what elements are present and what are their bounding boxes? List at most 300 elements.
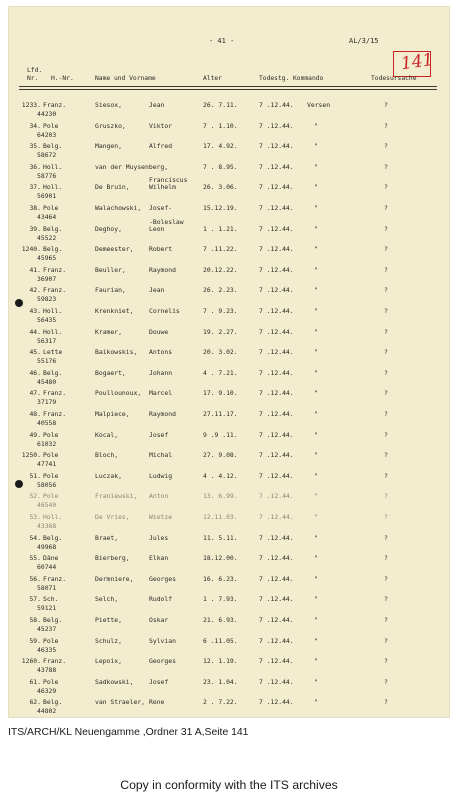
last-name: Lepoix, — [95, 657, 122, 666]
birth-date: 12. 1.19. — [203, 657, 238, 666]
prisoner-number: 45237 — [37, 625, 57, 633]
birth-date: 26. 2.23. — [203, 286, 238, 295]
death-cause: ? — [384, 142, 388, 151]
death-cause: ? — [384, 698, 388, 707]
kommando-ditto: " — [314, 698, 318, 707]
prisoner-number: 56435 — [37, 316, 57, 324]
kommando-ditto: " — [314, 368, 318, 377]
header-h-nr: H.-Nr. — [51, 75, 74, 82]
death-date: 7 .12.44. — [259, 698, 294, 707]
first-name: Jean — [149, 101, 165, 109]
death-cause: ? — [384, 574, 388, 583]
birth-date: 11. 5.11. — [203, 533, 238, 542]
record-row — [9, 204, 450, 226]
prisoner-number: 46540 — [37, 501, 57, 510]
nationality: Däne — [43, 554, 59, 563]
last-name: Dermniere, — [95, 574, 134, 583]
death-cause: ? — [384, 121, 388, 130]
kommando-ditto: " — [314, 492, 318, 501]
last-name: Krenkniet, — [95, 307, 134, 315]
birth-date: 20.12.22. — [203, 265, 238, 274]
row-number: 34. — [29, 121, 41, 130]
death-date: 7 .12.44. — [259, 183, 294, 192]
death-cause: ? — [384, 224, 388, 233]
row-number: 55. — [29, 554, 41, 563]
kommando-ditto: " — [314, 657, 318, 666]
first-name: Josef- — [149, 204, 173, 212]
punch-hole — [15, 480, 23, 488]
birth-date: 7 .11.22. — [203, 245, 238, 254]
record-row — [9, 678, 450, 700]
nationality: Sch. — [43, 595, 59, 604]
record-row — [9, 492, 450, 514]
prisoner-number: 45965 — [37, 254, 57, 263]
first-name: Rudolf — [149, 595, 173, 604]
record-row — [9, 176, 450, 205]
death-date: 7 .12.44. — [259, 410, 294, 418]
death-cause: ? — [384, 430, 388, 439]
death-cause: ? — [384, 245, 388, 254]
prisoner-number: 58056 — [37, 480, 57, 489]
record-row — [9, 698, 450, 718]
nationality: Belg. — [43, 616, 63, 624]
record-row — [9, 637, 450, 659]
header-nr: Nr. — [27, 75, 39, 82]
kommando-ditto: " — [314, 245, 318, 254]
death-date: 7 .12.44. — [259, 554, 294, 563]
kommando-ditto: " — [314, 410, 318, 418]
header-todesursache: Todesursache — [371, 75, 417, 82]
birth-date: 23. 1.04. — [203, 677, 238, 686]
birth-date: 4 . 7.21. — [203, 368, 238, 377]
nationality: Pole — [43, 451, 59, 460]
header-lfd: Lfd. — [27, 67, 43, 74]
death-cause: ? — [384, 451, 388, 460]
death-cause: ? — [384, 636, 388, 645]
birth-date: 26. 7.11. — [203, 101, 238, 109]
death-date: 7 .12.44. — [259, 657, 294, 666]
prisoner-number: 61032 — [37, 439, 57, 448]
row-number: 47. — [29, 389, 41, 398]
birth-date: 7 . 1.10. — [203, 121, 238, 130]
nationality: Holl. — [43, 327, 63, 336]
death-date: 7 .12.44. — [259, 204, 294, 212]
kommando-ditto: " — [314, 533, 318, 542]
death-date: 7 .12.44. — [259, 513, 294, 521]
birth-date: 17. 4.92. — [203, 142, 238, 151]
birth-date: 7 . 9.23. — [203, 307, 238, 315]
kommando-ditto: " — [314, 286, 318, 295]
row-number: 54. — [29, 533, 41, 542]
prisoner-number: 55176 — [37, 357, 57, 366]
death-date: 7 .12.44. — [259, 265, 294, 274]
row-number: 45. — [29, 348, 41, 357]
nationality: Pole — [43, 121, 59, 130]
last-name: van Straeler, — [95, 698, 146, 707]
death-date: 7 .12.44. — [259, 307, 294, 315]
row-number: 1260. — [21, 657, 41, 666]
nationality: Lette — [43, 348, 63, 357]
prisoner-number: 49968 — [37, 542, 57, 551]
last-name: Faurian, — [95, 286, 126, 295]
birth-date: 27.11.17. — [203, 410, 238, 418]
first-name: Robert — [149, 245, 173, 254]
first-name: Ludwig — [149, 471, 173, 480]
death-cause: ? — [384, 410, 388, 418]
prisoner-number: 43788 — [37, 666, 57, 675]
death-cause: ? — [384, 533, 388, 542]
death-date: 7 .12.44. — [259, 616, 294, 624]
nationality: Belg. — [43, 698, 63, 707]
record-row — [9, 348, 450, 370]
birth-date: 17. 9.10. — [203, 389, 238, 398]
record-row — [9, 389, 450, 411]
birth-date: 16. 6.23. — [203, 574, 238, 583]
first-name: Sylvian — [149, 636, 176, 645]
birth-date: 21. 6.93. — [203, 616, 238, 624]
last-name: Deghoy, — [95, 224, 122, 233]
death-date: 7 .12.44. — [259, 286, 294, 295]
kommando-ditto: " — [314, 554, 318, 563]
death-cause: ? — [384, 554, 388, 563]
row-number: 58. — [29, 616, 41, 624]
header-rule-bottom — [19, 89, 437, 90]
death-date: 7 .12.44. — [259, 574, 294, 583]
death-date: 7 .12.44. — [259, 636, 294, 645]
prisoner-number: 44230 — [37, 110, 57, 118]
nationality: Holl. — [43, 162, 63, 171]
row-number: 38. — [29, 204, 41, 212]
row-number: 61. — [29, 677, 41, 686]
death-date: 7 .12.44. — [259, 142, 294, 151]
death-date: 7 .12.44. — [259, 533, 294, 542]
last-name: Kocal, — [95, 430, 119, 439]
first-name: Leon — [149, 224, 165, 233]
record-row — [9, 575, 450, 597]
death-cause: ? — [384, 327, 388, 336]
death-cause: ? — [384, 492, 388, 501]
last-name: Piette, — [95, 616, 122, 624]
row-number: 52. — [29, 492, 41, 501]
row-number: 53. — [29, 513, 41, 521]
record-row — [9, 513, 450, 535]
last-name: Luczak, — [95, 471, 122, 480]
record-row — [9, 307, 450, 329]
record-row — [9, 328, 450, 350]
first-name: Rene — [149, 698, 165, 707]
header-name: Name und Vorname — [95, 75, 156, 82]
death-date: 7 .12.44. — [259, 451, 294, 460]
kommando: Versen — [307, 101, 331, 109]
row-number: 1240. — [21, 245, 41, 254]
nationality: Franz. — [43, 101, 67, 109]
record-row — [9, 431, 450, 453]
death-date: 7 .12.44. — [259, 121, 294, 130]
death-date: 7 .12.44. — [259, 677, 294, 686]
first-name: Oskar — [149, 616, 169, 624]
last-name: Braet, — [95, 533, 119, 542]
row-number: 35. — [29, 142, 41, 151]
birth-date: 4 . 4.12. — [203, 471, 238, 480]
first-name: Elkan — [149, 554, 169, 563]
kommando-ditto: " — [314, 595, 318, 604]
prisoner-number: 56901 — [37, 192, 57, 201]
last-name: Baikowskis, — [95, 348, 138, 357]
archive-source-caption: ITS/ARCH/KL Neuengamme ,Ordner 31 A,Seite 141 — [8, 727, 249, 738]
document-scan — [8, 6, 450, 718]
row-number: 41. — [29, 265, 41, 274]
conformity-caption: Copy in conformity with the ITS archives — [120, 778, 338, 792]
first-name: Michal — [149, 451, 173, 460]
row-number: 51. — [29, 471, 41, 480]
birth-date: 2 . 7.22. — [203, 698, 238, 707]
first-name-extra: -Boleslaw — [149, 217, 184, 226]
first-name: Raymond — [149, 265, 176, 274]
nationality: Holl. — [43, 307, 63, 315]
death-date: 7 .12.44. — [259, 348, 294, 357]
record-row — [9, 369, 450, 391]
record-row — [9, 122, 450, 144]
first-name: Georges — [149, 574, 176, 583]
death-cause: ? — [384, 471, 388, 480]
birth-date: 19. 2.27. — [203, 327, 238, 336]
first-name: Wietze — [149, 513, 173, 521]
prisoner-number: 58776 — [37, 171, 57, 180]
death-date: 7 .12.44. — [259, 224, 294, 233]
death-cause: ? — [384, 368, 388, 377]
row-number: 1250. — [21, 451, 41, 460]
punch-hole — [15, 299, 23, 307]
row-number: 43. — [29, 307, 41, 315]
last-name: Demeester, — [95, 245, 134, 254]
record-row — [9, 472, 450, 494]
first-name: Jean — [149, 286, 165, 295]
row-number: 37. — [29, 183, 41, 192]
last-name: van der Muysenberg, — [95, 162, 169, 171]
nationality: Belg. — [43, 142, 63, 151]
record-row — [9, 142, 450, 164]
kommando-ditto: " — [314, 121, 318, 130]
prisoner-number: 60744 — [37, 563, 57, 572]
kommando-ditto: " — [314, 677, 318, 686]
last-name: Schulz, — [95, 636, 122, 645]
row-number: 39. — [29, 224, 41, 233]
stamp-page-number: 141 — [399, 49, 435, 75]
kommando-ditto: " — [314, 327, 318, 336]
kommando-ditto: " — [314, 430, 318, 439]
record-row — [9, 163, 450, 185]
death-date: 7 .12.44. — [259, 471, 294, 480]
row-number: 56. — [29, 574, 41, 583]
row-number: 1233. — [21, 101, 41, 109]
header-rule-top — [19, 86, 437, 87]
first-name: Douwe — [149, 327, 169, 336]
kommando-ditto: " — [314, 574, 318, 583]
record-row — [9, 554, 450, 576]
first-name: Anton — [149, 492, 169, 501]
header-kommando: Kommando — [293, 75, 324, 82]
prisoner-number: 40558 — [37, 419, 57, 427]
nationality: Holl. — [43, 513, 63, 521]
nationality: Franz. — [43, 574, 67, 583]
birth-date: 26. 3.06. — [203, 183, 238, 192]
death-cause: ? — [384, 513, 388, 521]
nationality: Franz. — [43, 286, 67, 295]
kommando-ditto: " — [314, 389, 318, 398]
kommando-ditto: " — [314, 307, 318, 315]
death-cause: ? — [384, 616, 388, 624]
death-date: 7 .12.44. — [259, 430, 294, 439]
record-row — [9, 410, 450, 432]
death-date: 7 .12.44. — [259, 162, 294, 171]
header-alter: Alter — [203, 75, 222, 82]
record-row — [9, 101, 450, 123]
header-todestag: Todestg. — [259, 75, 290, 82]
prisoner-number: 47741 — [37, 460, 57, 469]
death-date: 7 .12.44. — [259, 492, 294, 501]
last-name: Kramer, — [95, 327, 122, 336]
archive-reference: AL/3/15 — [349, 37, 379, 45]
nationality: Pole — [43, 471, 59, 480]
death-date: 7 .12.44. — [259, 389, 294, 398]
nationality: Pole — [43, 636, 59, 645]
kommando-ditto: " — [314, 224, 318, 233]
nationality: Holl. — [43, 183, 63, 192]
first-name: Jules — [149, 533, 169, 542]
death-cause: ? — [384, 389, 388, 398]
prisoner-number: 56317 — [37, 336, 57, 345]
prisoner-number: 36907 — [37, 274, 57, 283]
nationality: Pole — [43, 430, 59, 439]
nationality: Pole — [43, 204, 59, 212]
birth-date: 6 .11.05. — [203, 636, 238, 645]
last-name: Beuller, — [95, 265, 126, 274]
first-name: Alfred — [149, 142, 173, 151]
first-name: Marcel — [149, 389, 173, 398]
kommando-ditto: " — [314, 513, 318, 521]
last-name: Bierberg, — [95, 554, 130, 563]
last-name: Bloch, — [95, 451, 119, 460]
death-cause: ? — [384, 348, 388, 357]
record-row — [9, 266, 450, 288]
row-number: 48. — [29, 410, 41, 418]
birth-date: 18.12.00. — [203, 554, 238, 563]
death-date: 7 .12.44. — [259, 101, 294, 109]
birth-date: 13. 6.99. — [203, 492, 238, 501]
death-cause: ? — [384, 677, 388, 686]
first-name: Antons — [149, 348, 173, 357]
first-name: Viktor — [149, 121, 173, 130]
birth-date: 1 . 7.93. — [203, 595, 238, 604]
kommando-ditto: " — [314, 183, 318, 192]
row-number: 57. — [29, 595, 41, 604]
prisoner-number: 59121 — [37, 604, 57, 613]
kommando-ditto: " — [314, 162, 318, 171]
death-date: 7 .12.44. — [259, 595, 294, 604]
death-cause: ? — [384, 204, 388, 212]
death-date: 7 .12.44. — [259, 327, 294, 336]
prisoner-number: 37179 — [37, 398, 57, 407]
nationality: Belg. — [43, 245, 63, 254]
death-cause: ? — [384, 162, 388, 171]
last-name: De Bruin, — [95, 183, 130, 192]
nationality: Belg. — [43, 533, 63, 542]
last-name: Poullounoux, — [95, 389, 142, 398]
last-name: Bogaert, — [95, 368, 126, 377]
first-name: Georges — [149, 657, 176, 666]
prisoner-number: 58672 — [37, 151, 57, 160]
record-row — [9, 245, 450, 267]
record-row — [9, 286, 450, 308]
kommando-ditto: " — [314, 451, 318, 460]
birth-date: 12.11.03. — [203, 513, 238, 521]
last-name: De Vries, — [95, 513, 130, 521]
birth-date: 27. 9.08. — [203, 451, 238, 460]
kommando-ditto: " — [314, 265, 318, 274]
row-number: 42. — [29, 286, 41, 295]
nationality: Franz. — [43, 265, 67, 274]
first-name: Josef — [149, 430, 169, 439]
prisoner-number: 45480 — [37, 377, 57, 386]
last-name: Sadkowski, — [95, 677, 134, 686]
death-date: 7 .12.44. — [259, 368, 294, 377]
record-row — [9, 616, 450, 638]
nationality: Franz. — [43, 410, 67, 418]
row-number: 62. — [29, 698, 41, 707]
row-number: 36. — [29, 162, 41, 171]
death-cause: ? — [384, 595, 388, 604]
birth-date: 7 . 8.95. — [203, 162, 238, 171]
birth-date: 15.12.19. — [203, 204, 238, 212]
row-number: 46. — [29, 368, 41, 377]
last-name: Mangen, — [95, 142, 122, 151]
first-name-extra: Franciscus — [149, 176, 188, 185]
nationality: Pole — [43, 492, 59, 501]
birth-date: 20. 3.02. — [203, 348, 238, 357]
prisoner-number: 46329 — [37, 686, 57, 695]
prisoner-number: 44802 — [37, 707, 57, 716]
death-cause: ? — [384, 657, 388, 666]
kommando-ditto: " — [314, 204, 318, 212]
first-name: Johann — [149, 368, 173, 377]
first-name: Raymond — [149, 410, 176, 418]
first-name: Cornelis — [149, 307, 180, 315]
birth-date: 1 . 1.21. — [203, 224, 238, 233]
death-date: 7 .12.44. — [259, 245, 294, 254]
prisoner-number: 43368 — [37, 522, 57, 530]
first-name: Josef — [149, 677, 169, 686]
row-number: 59. — [29, 636, 41, 645]
kommando-ditto: " — [314, 471, 318, 480]
record-row — [9, 534, 450, 556]
record-row — [9, 451, 450, 473]
death-cause: ? — [384, 183, 388, 192]
prisoner-number: 46335 — [37, 645, 57, 654]
prisoner-number: 43464 — [37, 213, 57, 221]
nationality: Franz. — [43, 389, 67, 398]
death-cause: ? — [384, 286, 388, 295]
last-name: Siesox, — [95, 101, 122, 109]
death-cause: ? — [384, 101, 388, 109]
prisoner-number: 64203 — [37, 130, 57, 139]
death-cause: ? — [384, 307, 388, 315]
record-row — [9, 657, 450, 679]
kommando-ditto: " — [314, 616, 318, 624]
kommando-ditto: " — [314, 636, 318, 645]
prisoner-number: 45522 — [37, 233, 57, 242]
page-number: - 41 - — [209, 37, 235, 45]
last-name: Gruszko, — [95, 121, 126, 130]
